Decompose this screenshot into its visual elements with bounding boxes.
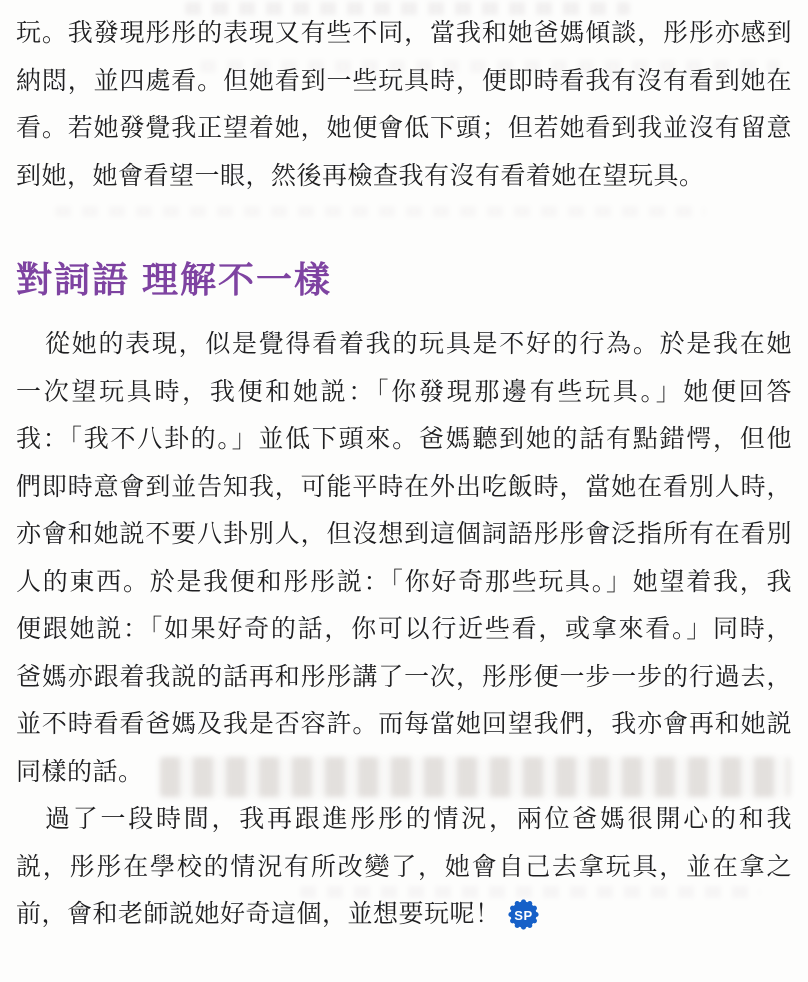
text-line: 爸媽亦跟着我説的話再和彤彤講了一次，彤彤便一步一步的行過去，: [16, 662, 792, 691]
text-line: 看。若她發覺我正望着她，她便會低下頭；但若她看到我並沒有留意: [16, 114, 792, 142]
text-line: 亦會和她説不要八卦別人，但沒想到這個詞語彤彤會泛指所有在看別: [16, 520, 792, 548]
article-body: [16, 10, 792, 939]
text-line: 便跟她説：「如果好奇的話，你可以行近些看，或拿來看。」同時，: [16, 615, 792, 643]
text-line: 人的東西。於是我便和彤彤説：「你好奇那些玩具。」她望着我，我: [16, 567, 792, 596]
text-line: 玩。我發現彤彤的表現又有些不同，當我和她爸媽傾談，彤彤亦感到: [16, 19, 792, 47]
section-heading: 對詞語 理解不一樣: [16, 259, 333, 300]
text-line: 説，彤彤在學校的情況有所改變了，她會自己去拿玩具，並在拿之: [16, 852, 792, 881]
closing-line-text: 前，會和老師説她好奇這個，並想要玩呢！: [16, 900, 501, 928]
text-line: 同樣的話。: [16, 757, 144, 786]
intro-paragraph: [16, 10, 792, 200]
sp-badge-label: SP: [513, 907, 533, 923]
sp-badge-gear-icon: [508, 899, 539, 930]
text-line: 到她，她會看望一眼，然後再檢查我有沒有看着她在望玩具。: [16, 161, 705, 190]
text-line: 一次望玩具時，我便和她説：「你發現那邊有些玩具。」她便回答: [16, 377, 792, 406]
text-line: 並不時看看爸媽及我是否容許。而每當她回望我們，我亦會再和她説: [16, 710, 792, 738]
text-line: [16, 891, 792, 939]
text-line: 過了一段時間，我再跟進彤彤的情況，兩位爸媽很開心的和我: [45, 805, 792, 833]
closing-paragraph: [16, 796, 792, 939]
text-line: 我：「我不八卦的。」並低下頭來。爸媽聽到她的話有點錯愕，但他: [16, 425, 792, 453]
sp-end-badge: [508, 899, 539, 930]
text-line: 們即時意會到並告知我，可能平時在外出吃飯時，當她在看別人時，: [16, 472, 792, 501]
text-line: 納悶，並四處看。但她看到一些玩具時，便即時看我有沒有看到她在: [16, 66, 792, 95]
story-paragraph: [16, 321, 792, 796]
text-line: 從她的表現，似是覺得看着我的玩具是不好的行為。於是我在她: [45, 330, 792, 358]
